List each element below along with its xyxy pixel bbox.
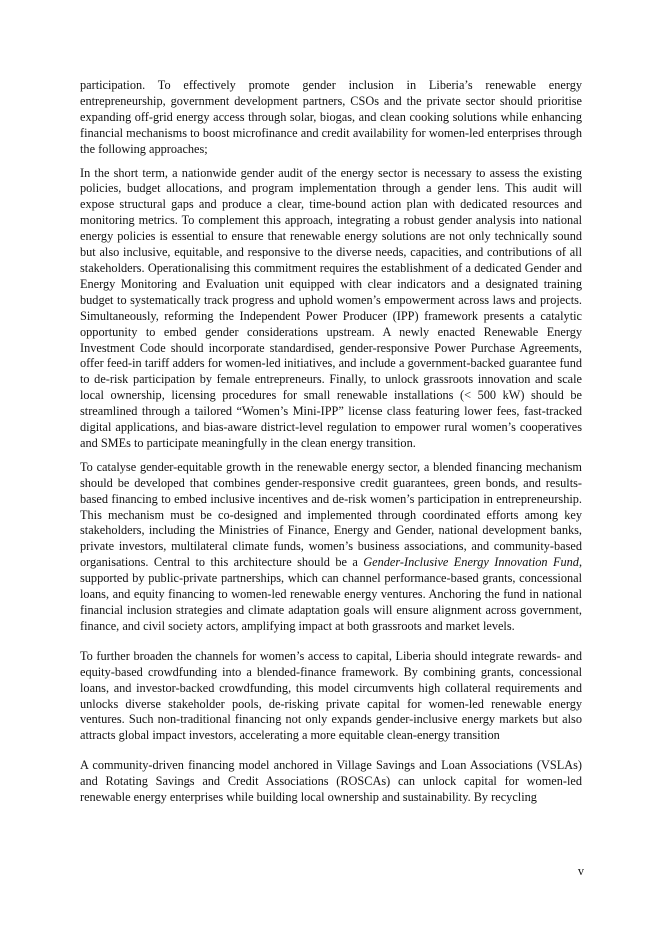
body-text (80, 78, 582, 814)
paragraph-crowdfunding: To further broaden the channels for women’s access to capital, Liberia should integrate rewards- and equity-based crowdfunding into a blended-finance framework. By combining grants, concessional loans, and investor-backed crowdfunding, this model circumvents high collateral requirements and unlocks diverse stakeholder pools, de-risking private capital for women-led renewable energy ventures. Such non-traditional financing not only expands gender-inclusive energy markets but also attracts global impact investors, accelerating a more equitable clean-energy transition (80, 648, 582, 743)
paragraph-participation: participation. To effectively promote gender inclusion in Liberia’s renewable energy entrepreneurship, government development partners, CSOs and the private sector should prioritise expanding off-grid energy access through solar, biogas, and clean cooking solutions while enhancing financial mechanisms to boost microfinance and credit availability for women-led enterprises through the following approaches; (80, 78, 582, 156)
paragraph-short-term-gender-audit: In the short term, a nationwide gender audit of the energy sector is necessary to assess the existing policies, budget allocations, and program implementation through a gender lens. This audit will expose structural gaps and produce a clear, time-bound action plan with dedicated resources and monitoring metrics. To complement this approach, integrating a robust gender analysis into national energy policies is essential to ensure that renewable energy solutions are not only technically sound but also inclusive, equitable, and responsive to the diverse needs, capacities, and contributions of all stakeholders. Operationalising this commitment requires the establishment of a dedicated Gender and Energy Monitoring and Evaluation unit equipped with clear indicators and a designated training budget to systematically track progress and uphold women’s empowerment across laws and projects. Simultaneously, reforming the Independent Power Producer (IPP) framework presents a catalytic opportunity to embed gender considerations upstream. A newly enacted Renewable Energy Investment Code should incorporate standardised, gender-responsive Power Purchase Agreements, offer feed-in tariff adders for women-led initiatives, and include a government-backed guarantee fund to de-risk participation by female entrepreneurs. Finally, to unlock grassroots innovation and scale local ownership, licensing procedures for small renewable installations (< 500 kW) should be streamlined through a tailored “Women’s Mini-IPP” license class featuring lower fees, fast-tracked digital applications, and bias-aware district-level regulation to empower rural women’s cooperatives and SMEs to participate meaningfully in the clean energy transition. (80, 165, 582, 450)
fund-name-italic: Gender-Inclusive Energy Innovation Fund (363, 555, 579, 570)
paragraph-text: To catalyse gender-equitable growth in the renewable energy sector, a blended financing mechanism should be developed that combines gender-responsive credit guarantees, green bonds, and results-based financing to embed inclusive incentives and de-risk women’s participation in entrepreneurship. This mechanism must be co-designed and implemented through coordinated efforts among key stakeholders, including the Ministries of Finance, Energy and Gender, national development banks, private investors, multilateral climate funds, women’s business associations, and community-based organisations. Central to this architecture should be a (80, 459, 582, 570)
page-number: v (577, 864, 584, 878)
paragraph-community-financing: A community-driven financing model anchored in Village Savings and Loan Associations (VSLAs) and Rotating Savings and Credit Associations (ROSCAs) can unlock capital for women-led renewable energy enterprises while building local ownership and sustainability. By recycling (80, 758, 582, 805)
paragraph-blended-financing (80, 460, 582, 635)
paragraph-text: , supported by public-private partnerships, which can channel performance-based grants, concessional loans, and equity financing to women-led renewable energy ventures. Anchoring the fund in national financial inclusion strategies and climate adaptation goals will ensure alignment across government, finance, and civil society actors, amplifying impact at both grassroots and market levels. (80, 555, 583, 633)
